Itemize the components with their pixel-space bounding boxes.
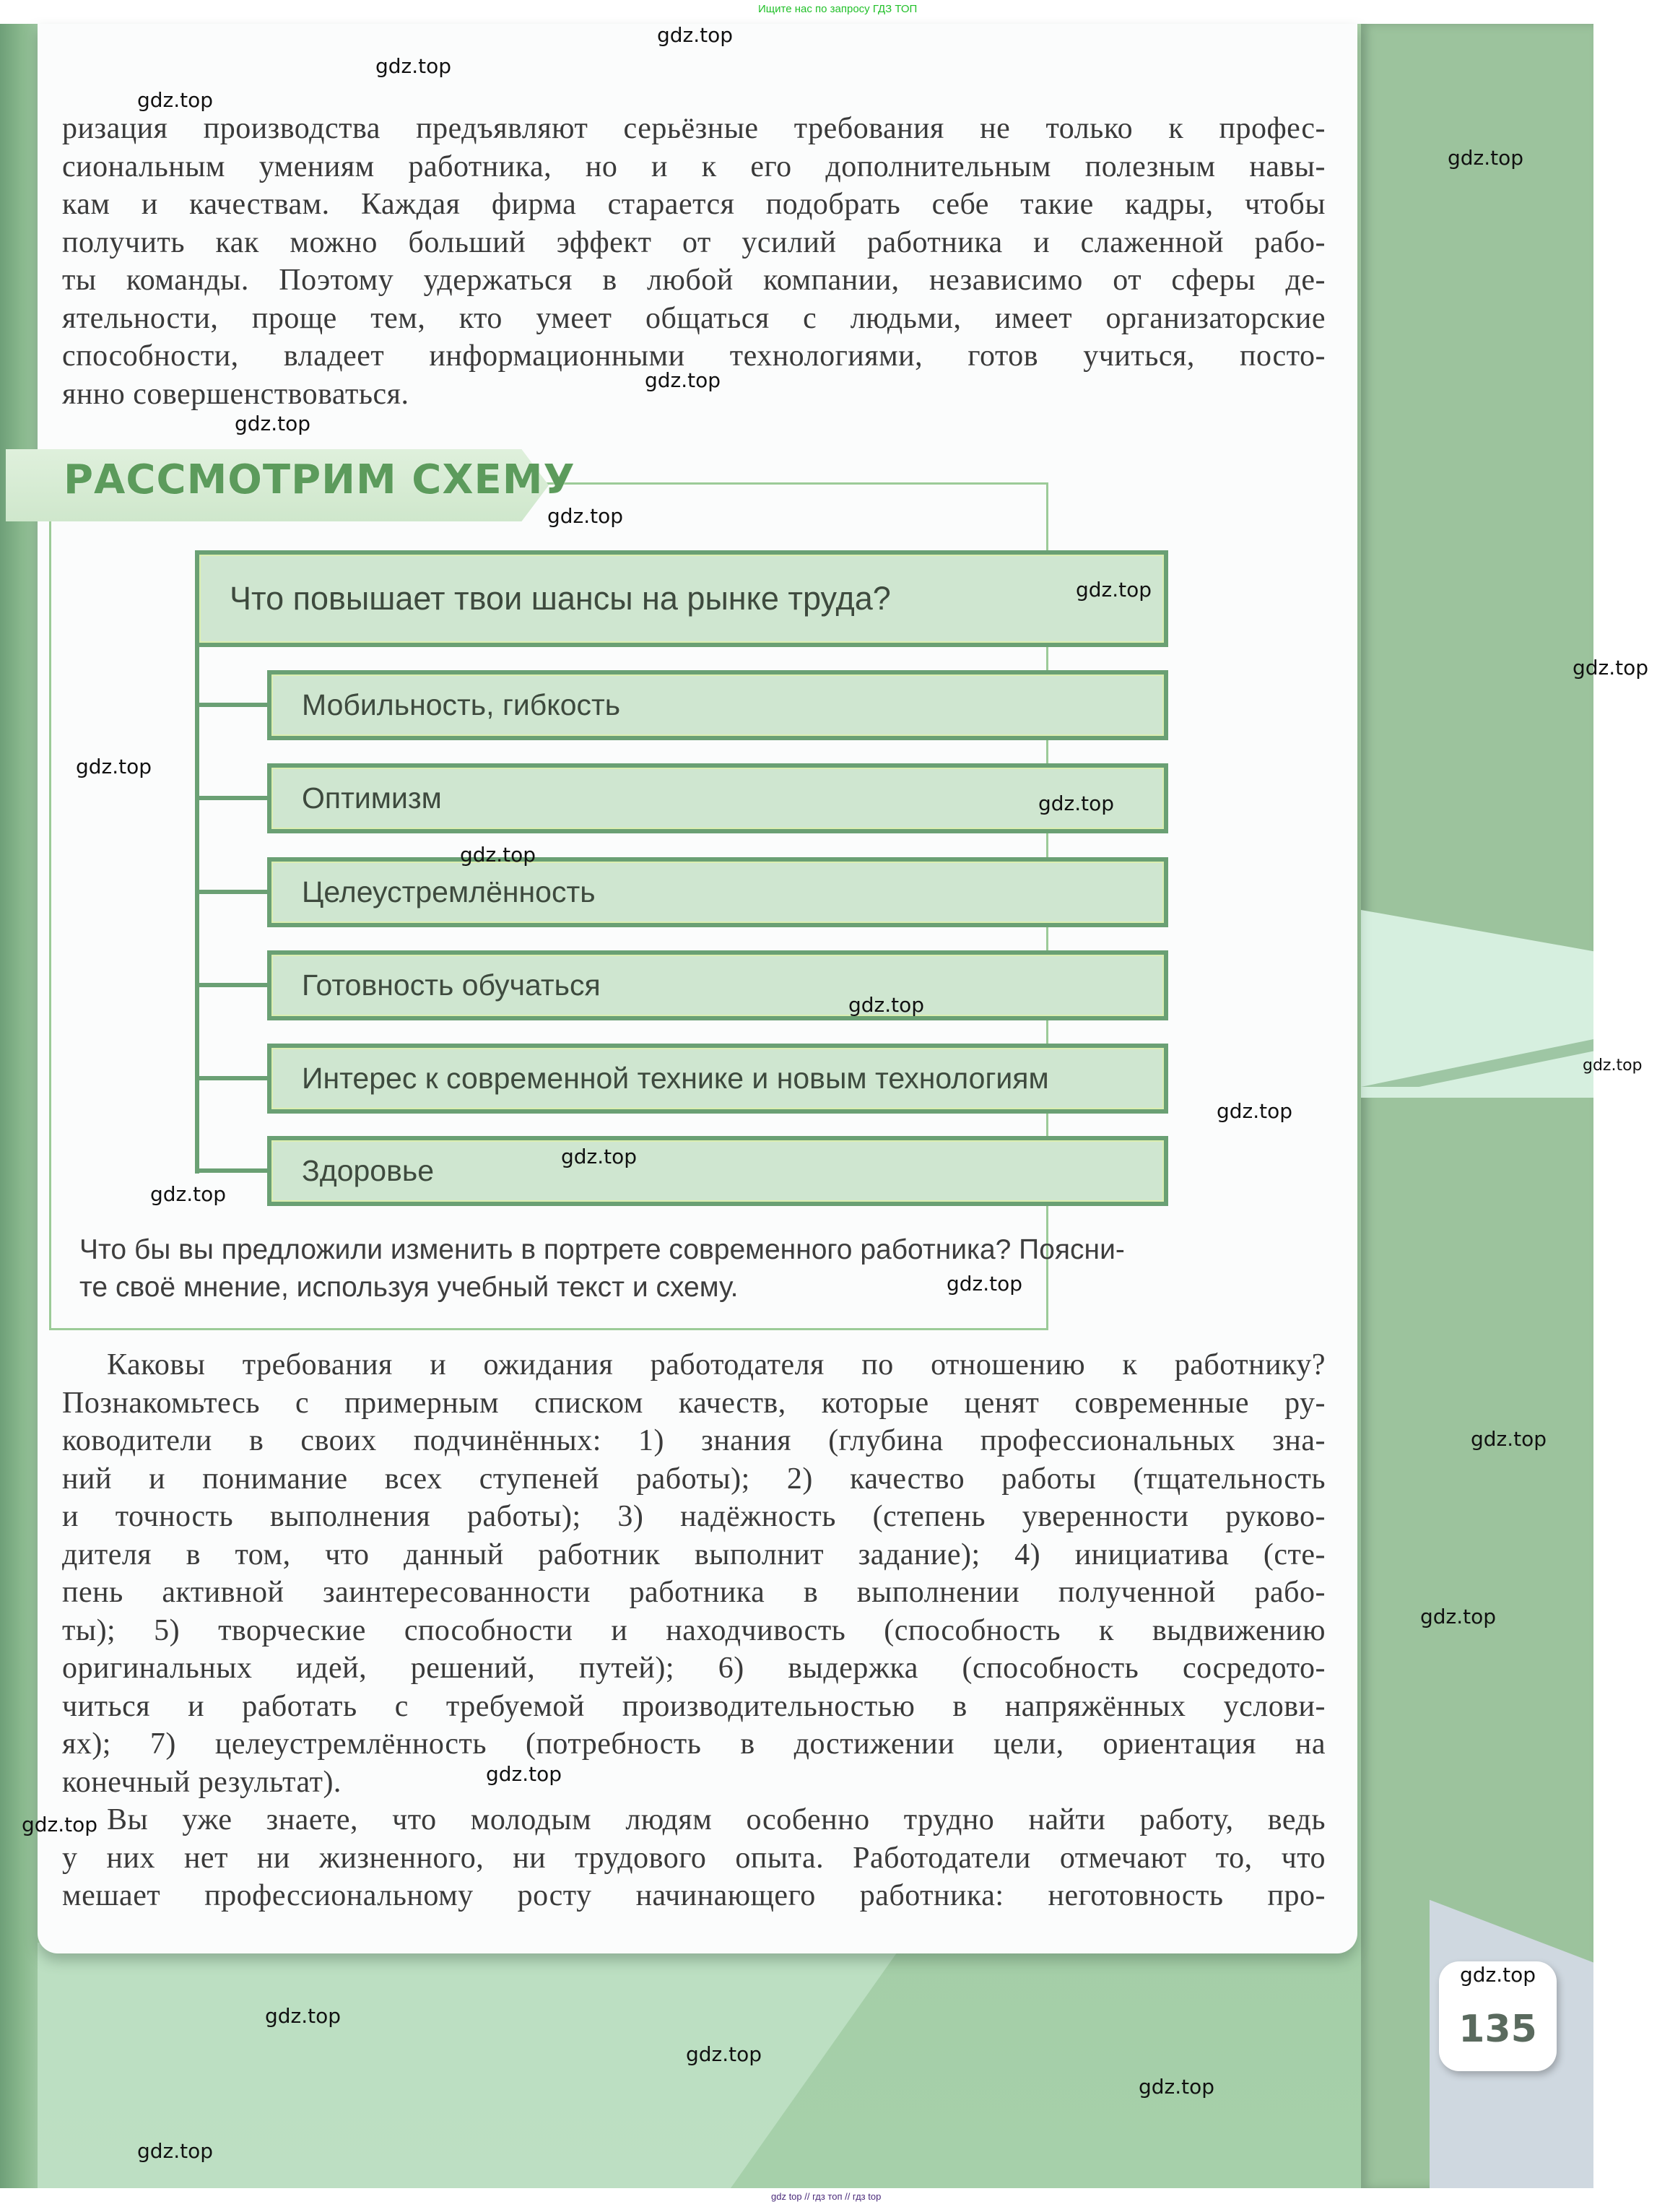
scheme-connector-vertical — [195, 646, 199, 1174]
watermark: gdz.top — [1583, 1057, 1643, 1075]
scheme-item — [267, 763, 1168, 833]
right-decorative-panel — [1361, 24, 1593, 2188]
scheme-item-label: Оптимизм — [302, 781, 442, 815]
scheme-item — [267, 1044, 1168, 1114]
watermark: gdz.top — [137, 88, 214, 112]
scheme-question-box — [195, 550, 1168, 647]
watermark: gdz.top — [1420, 1605, 1497, 1628]
watermark: gdz.top — [1460, 1963, 1536, 1987]
watermark: gdz.top — [1217, 1099, 1293, 1123]
scheme-item-label: Готовность обучаться — [302, 968, 601, 1002]
watermark: gdz.top — [460, 843, 536, 867]
text-line: способности, владеет информационными технологиями, готов учиться, посто- — [62, 339, 1326, 373]
text-line: мешает профессиональному росту начинающего работника: неготовность про- — [62, 1879, 1326, 1912]
scheme-item — [267, 857, 1168, 927]
text-line: у них нет ни жизненного, ни трудового опыта. Работодатели отмечают то, что — [62, 1841, 1326, 1875]
scheme-item-label: Здоровье — [302, 1154, 435, 1187]
text-line: ты команды. Поэтому удержаться в любой компании, независимо от сферы де- — [62, 264, 1326, 297]
watermark: gdz.top — [645, 368, 721, 392]
text-line: ты); 5) творческие способности и находчивость (способность к выдвижению — [62, 1613, 1326, 1647]
left-page-strip — [0, 24, 38, 2188]
scheme-connector — [195, 796, 270, 800]
text-line: ководители в своих подчинённых: 1) знания (глубина профессиональных зна- — [62, 1424, 1326, 1457]
scheme-connector — [195, 983, 270, 987]
watermark: gdz.top — [686, 2042, 762, 2066]
watermark: gdz.top — [265, 2004, 342, 2028]
watermark: gdz.top — [547, 504, 624, 528]
text-line: и точность выполнения работы); 3) надёжность (степень уверенности руково- — [62, 1500, 1326, 1533]
caption-line: Что бы вы предложили изменить в портрете современного работника? Поясни- — [79, 1234, 1125, 1265]
text-line: ятельности, проще тем, кто умеет общаться с людьми, имеет организаторские — [62, 301, 1326, 335]
watermark: gdz.top — [1471, 1427, 1547, 1451]
text-line: ях); 7) целеустремлённость (потребность в достижении цели, ориентация на — [62, 1727, 1326, 1761]
text-line: янно совершенствоваться. — [62, 377, 409, 411]
watermark: gdz.top — [22, 1813, 98, 1836]
scheme-connector — [195, 703, 270, 707]
text-line: ний и понимание всех ступеней работы); 2) качество работы (тщательность — [62, 1462, 1326, 1496]
watermark: gdz.top — [947, 1272, 1023, 1296]
text-line: сиональным умениям работника, но и к его дополнительным полезным навы- — [62, 149, 1326, 183]
scheme-connector — [195, 890, 270, 894]
watermark: gdz.top — [1573, 656, 1649, 680]
scheme-connector — [195, 1076, 270, 1080]
watermark: gdz.top — [1076, 578, 1152, 602]
text-line: Познакомьтесь с примерным списком качеств, которые ценят современные ру- — [62, 1386, 1326, 1420]
scheme-item — [267, 670, 1168, 740]
page-number: 135 — [1458, 2008, 1537, 2051]
watermark: gdz.top — [486, 1762, 562, 1786]
section-header: РАССМОТРИМ СХЕМУ — [64, 456, 575, 503]
watermark: gdz.top — [848, 993, 925, 1017]
text-line: получить как можно больший эффект от усилий работника и слаженной рабо- — [62, 225, 1326, 259]
watermark: gdz.top — [1139, 2075, 1215, 2099]
caption-line: те своё мнение, используя учебный текст и схему. — [79, 1272, 739, 1303]
scheme-item-label: Мобильность, гибкость — [302, 688, 621, 721]
watermark: gdz.top — [1448, 146, 1524, 170]
scheme-caption — [79, 1231, 1300, 1306]
text-line: кам и качествам. Каждая фирма старается подобрать себе такие кадры, чтобы — [62, 188, 1326, 221]
text-line: дителя в том, что данный работник выполнит задание); 4) инициатива (сте- — [62, 1537, 1326, 1571]
paragraph-3 — [62, 1801, 1326, 1915]
watermark: gdz.top — [657, 23, 734, 47]
scheme-item-label: Целеустремлённость — [302, 875, 596, 908]
top-banner: Ищите нас по запросу ГДЗ ТОП — [758, 3, 918, 15]
paragraph-2 — [62, 1346, 1326, 1801]
text-line: конечный результат). — [62, 1765, 342, 1799]
scheme-item — [267, 950, 1168, 1020]
watermark: gdz.top — [561, 1145, 638, 1168]
watermark: gdz.top — [150, 1182, 227, 1206]
scheme-item — [267, 1136, 1168, 1206]
scheme-item-label: Интерес к современной технике и новым технологиям — [302, 1062, 1049, 1095]
watermark: gdz.top — [1038, 791, 1115, 815]
text-line: ризация производства предъявляют серьёзные требования не только к профес- — [62, 112, 1326, 145]
paragraph-1 — [62, 110, 1326, 413]
text-line: Вы уже знаете, что молодым людям особенно трудно найти работу, ведь — [107, 1803, 1326, 1836]
bottom-banner: gdz top // гдз топ // гдз top — [771, 2191, 882, 2202]
text-line: читься и работать с требуемой производительностью в напряжённых услови- — [62, 1689, 1326, 1723]
scheme-question: Что повышает твои шансы на рынке труда? — [230, 580, 891, 617]
text-line: Каковы требования и ожидания работодателя по отношению к работнику? — [107, 1348, 1326, 1382]
text-line: оригинальных идей, решений, путей); 6) выдержка (способность сосредото- — [62, 1652, 1326, 1685]
watermark: gdz.top — [375, 54, 452, 78]
watermark: gdz.top — [76, 755, 152, 778]
watermark: gdz.top — [137, 2139, 214, 2163]
scheme-connector — [195, 1168, 270, 1173]
text-line: пень активной заинтересованности работника в выполнении полученной рабо- — [62, 1576, 1326, 1609]
watermark: gdz.top — [235, 412, 311, 435]
